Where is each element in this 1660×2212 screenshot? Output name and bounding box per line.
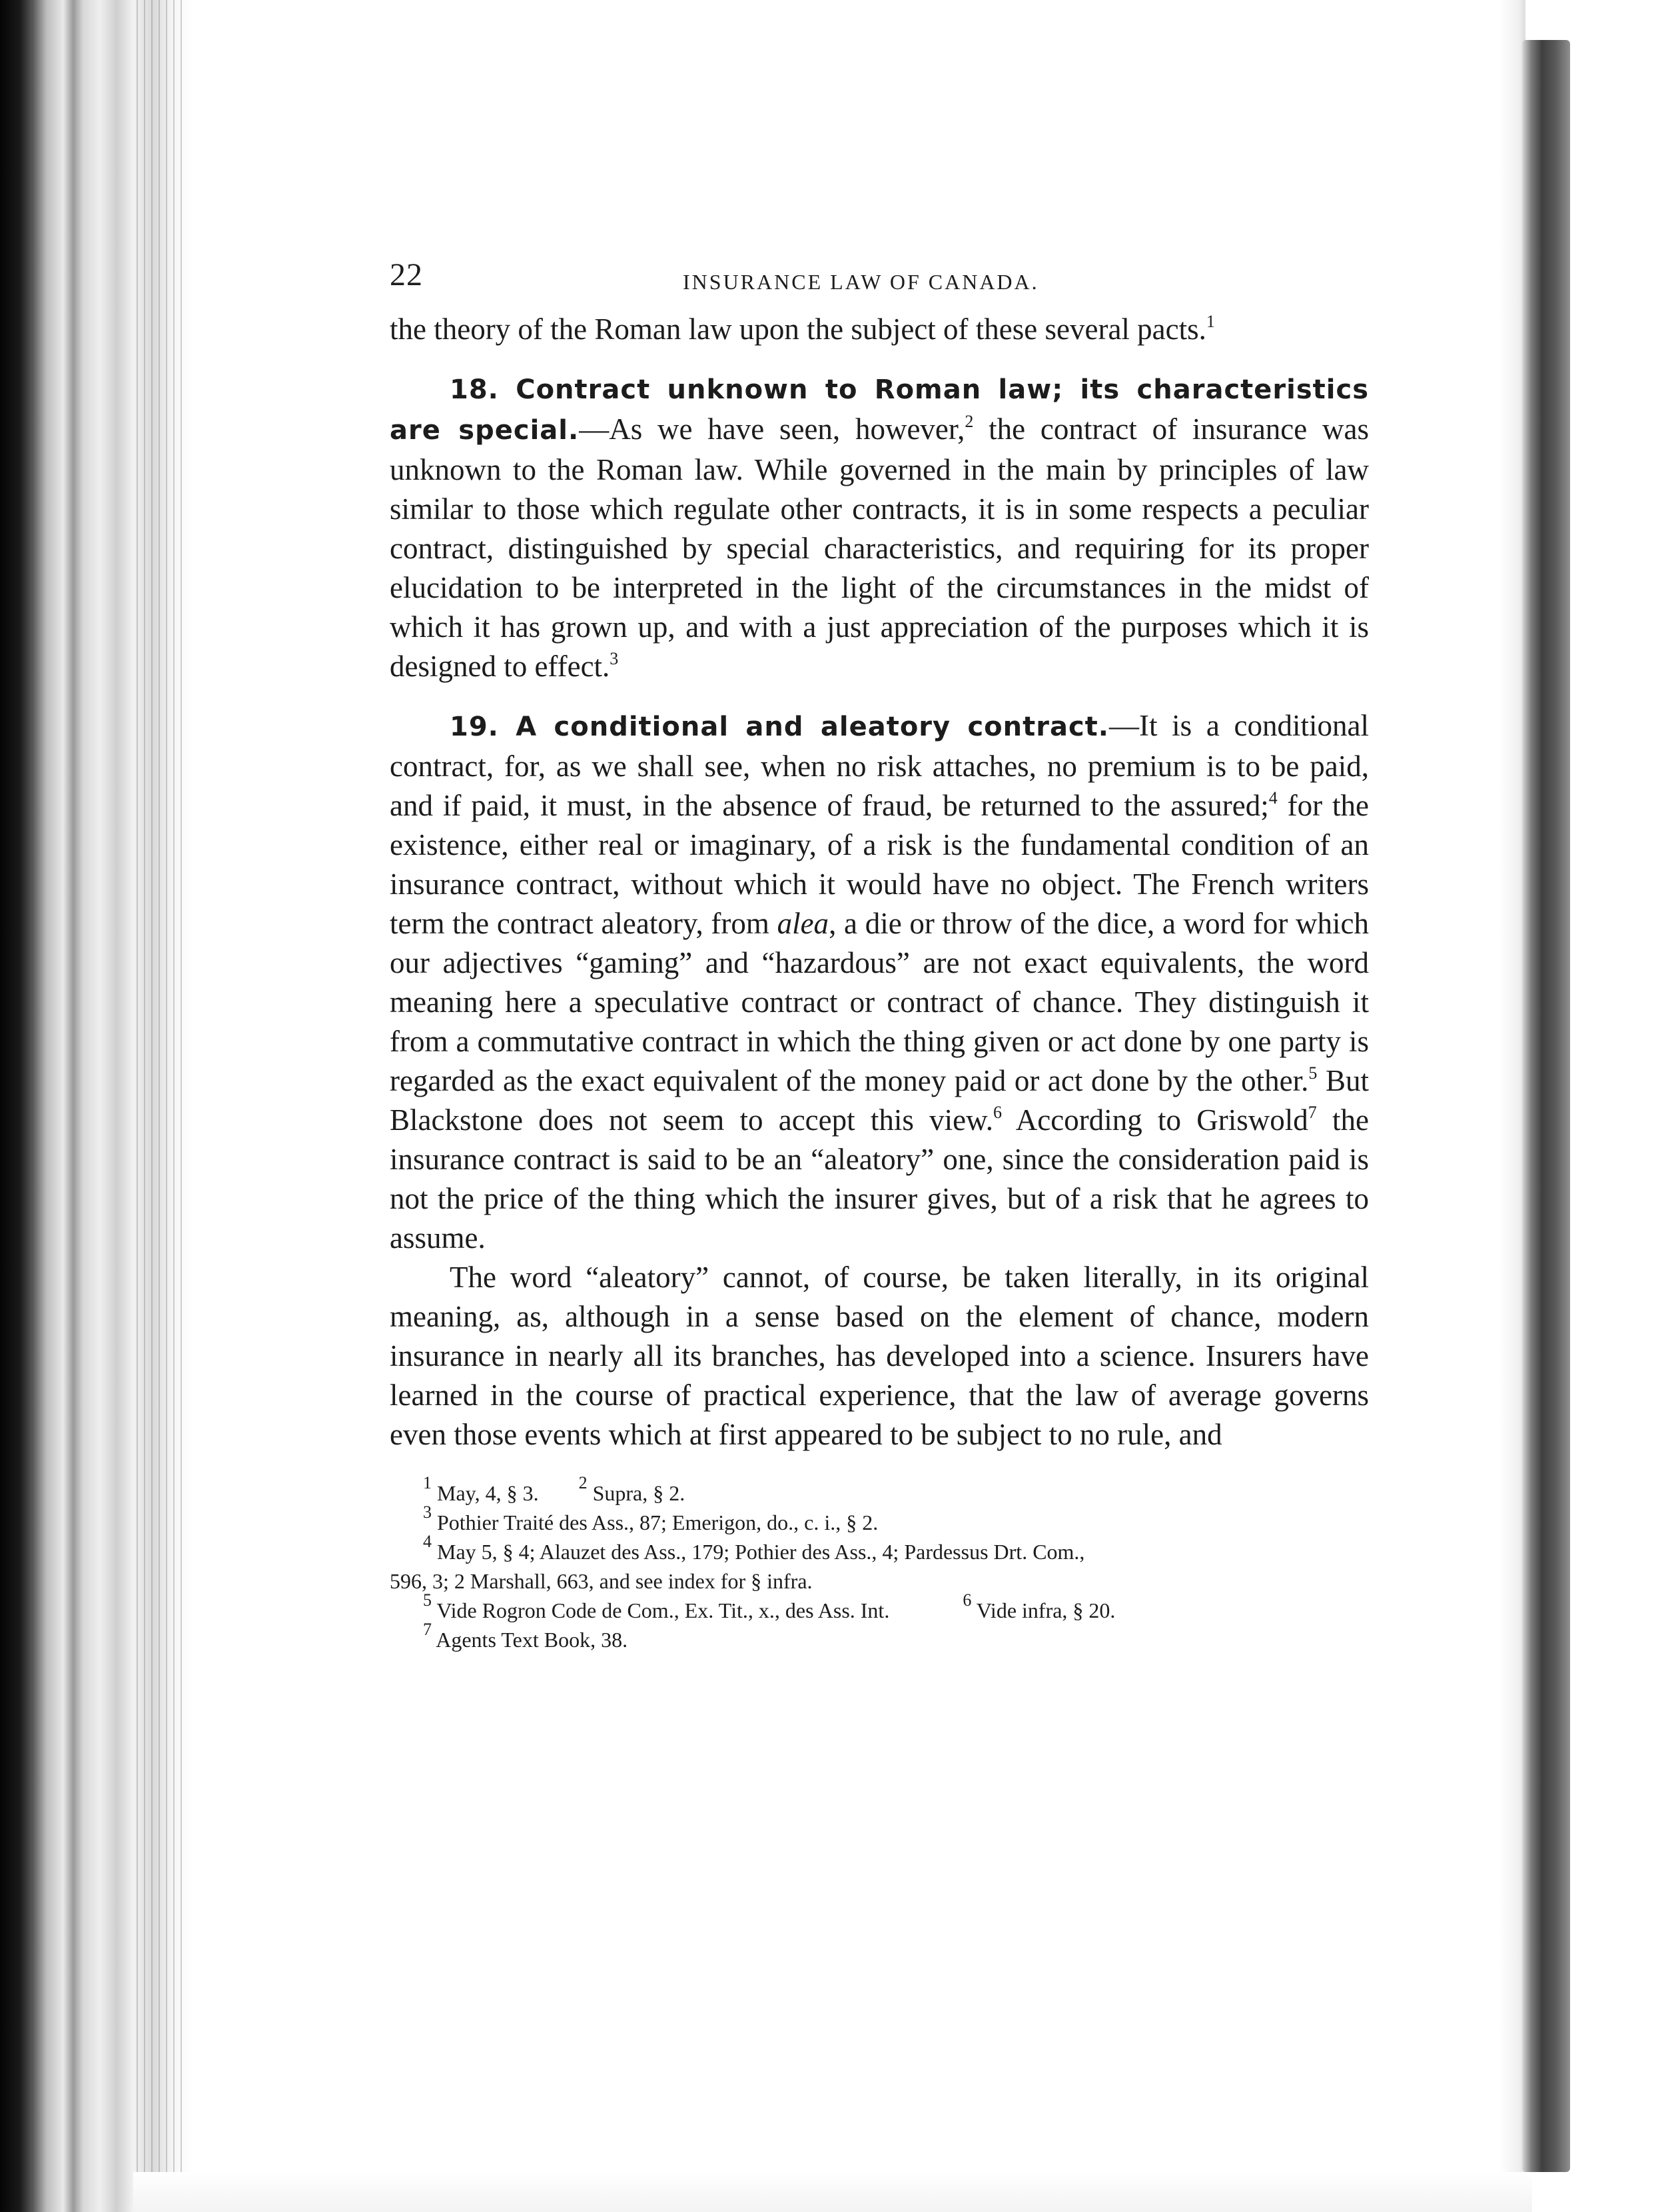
section-heading: 19. A conditional and aleatory contract. <box>450 712 1109 742</box>
page-header <box>390 257 1369 310</box>
body-text <box>390 310 1369 1454</box>
italic-term: alea <box>777 907 829 940</box>
footnote-ref: 3 <box>610 649 619 668</box>
footnote-ref: 4 <box>1268 788 1278 808</box>
footnote-ref: 6 <box>993 1103 1002 1122</box>
page-stack-edges <box>131 0 184 2212</box>
paragraph-aleatory: The word “aleatory” cannot, of course, be taken literally, in its original meaning, as, although in a sense based on the element of chance, modern insurance in nearly all its branches, has developed into a science. Insurers have learned in the course of practical experience, that the law of average governs even those events which at first appeared to be subject to no rule, and <box>390 1261 1369 1451</box>
right-page-shadow <box>1522 40 1570 2172</box>
footnote-line: $^7$ Agents Text Book, 38. <box>423 1620 628 1652</box>
bottom-page-edge <box>133 2172 1532 2212</box>
footnote-ref: 7 <box>1308 1103 1317 1122</box>
section-18: 18. Contract unknown to Roman law; its characteristics are special.—As we have seen, however,$^2$ the contract of insurance was unknown to the Roman law. While governed in the main by principles of law similar to those which regulate other contracts, it is in some respects a peculiar contract, distinguished by special characteristics, and requiring for its proper elucidation to be interpreted in the light of the circumstances in the midst of which it has grown up, and with a just appreciation of the purposes which it is designed to effect.$^3$ <box>390 374 1370 683</box>
paragraph-continuation: the theory of the Roman law upon the subject of these several pacts.$^1$ <box>390 312 1215 346</box>
section-heading: 18. Contract unknown to Roman law; its characteristics are special. <box>390 374 1369 446</box>
page-number: 22 <box>390 257 423 292</box>
right-page-edge <box>1499 0 1525 2212</box>
footnote-ref: 2 <box>965 412 974 431</box>
footnote-line: $^4$ May 5, § 4; Alauzet des Ass., 179; Pothier des Ass., 4; Pardessus Drt. Com., <box>423 1532 1085 1564</box>
footnote-line: $^3$ Pothier Traité des Ass., 87; Emerigon, do., c. i., § 2. <box>423 1502 879 1534</box>
footnote-ref: 1 <box>1206 312 1215 331</box>
book-page <box>390 257 1369 1654</box>
footnotes <box>390 1473 1369 1654</box>
footnote-ref: 5 <box>1308 1063 1318 1083</box>
running-title: INSURANCE LAW OF CANADA. <box>683 270 1039 294</box>
binding-shadow <box>0 0 32 2212</box>
footnote-line: 596, 3; 2 Marshall, 663, and see index for § infra. <box>390 1569 813 1593</box>
footnote-line: $^1$ May, 4, § 3. $^2$ Supra, § 2. <box>423 1473 685 1505</box>
footnote-line: $^5$ Vide Rogron Code de Com., Ex. Tit., x., des Ass. Int. $^6$ Vide infra, § 20. <box>423 1590 1116 1622</box>
section-19: 19. A conditional and aleatory contract.—It is a conditional contract, for, as we shall see, when no risk attaches, no premium is to be paid, and if paid, it must, in the absence of fraud, be returned to the assured;$^4$ for the existence, either real or imaginary, of a risk is the fundamental condition of an insurance contract, without which it would have no object. The French writers term the contract aleatory, from alea, a die or throw of the dice, a word for which our adjectives “gaming” and “hazardous” are not exact equivalents, the word meaning here a speculative contract or contract of chance. They distinguish it from a commutative contract in which the thing given or act done by one party is regarded as the exact equivalent of the money paid or act done by the other.$^5$ But Blackstone does not seem to accept this view.$^6$ According to Griswold$^7$ the insurance contract is said to be an “aleatory” one, since the consideration paid is not the price of the thing which the insurer gives, but of a risk that he agrees to assume. <box>390 709 1370 1255</box>
